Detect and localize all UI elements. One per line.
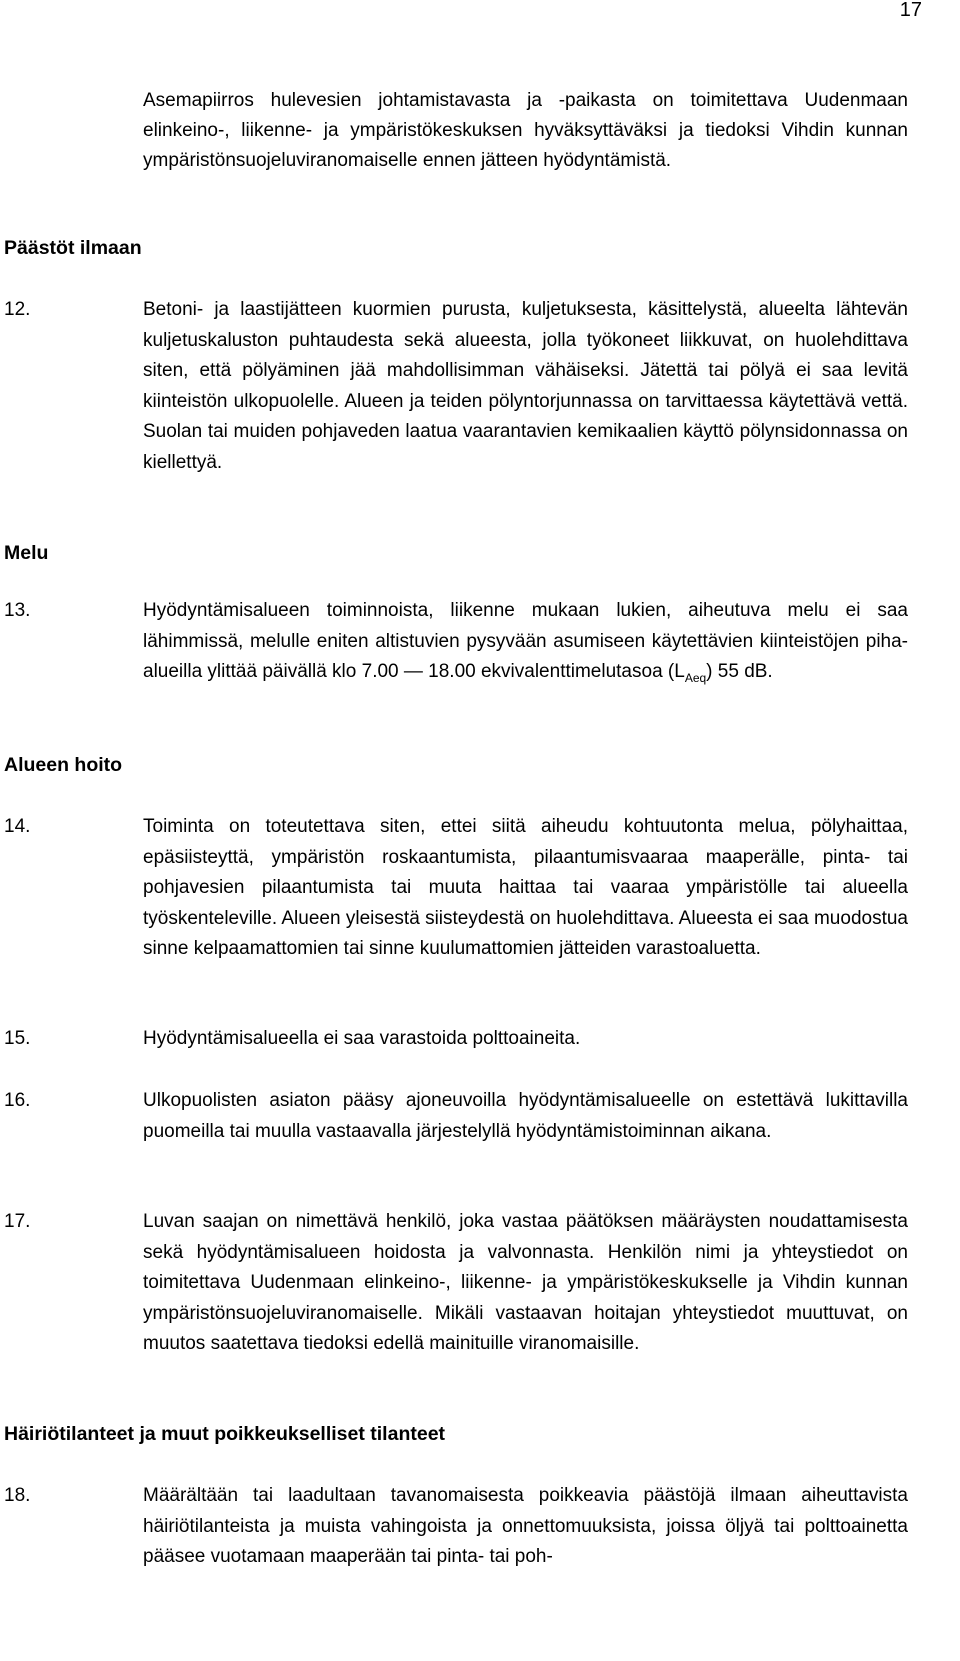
item-text: Määrältään tai laadultaan tavanomaisesta poikkeavia päästöjä ilmaan aiheuttavista häiriötilanteista ja muista vahingoista ja onnettomuuksista, joissa öljyä tai polttoainetta pääsee vuotamaan maaperään tai pinta- tai poh- [143, 1485, 908, 1567]
list-item-17 [4, 1207, 908, 1360]
heading-emissions: Päästöt ilmaan [4, 237, 142, 259]
list-item-12 [4, 295, 908, 478]
list-item-16 [4, 1086, 908, 1147]
item-text: Luvan saajan on nimettävä henkilö, joka vastaa päätöksen määräysten noudattamisesta sekä hyödyntämisalueen hoidosta ja valvonnasta. Henkilön nimi ja yhteystiedot on toimitettava Uudenmaan elinkeino-, liikenne- ja ympäristökeskukselle ja Vihdin kunnan ympäristönsuojeluviranomaiselle. Mikäli vastaavan hoitajan yhteystiedot muuttuvat, on muutos saatettava tiedoksi edellä mainituille viranomaisille. [143, 1211, 908, 1354]
list-item-14 [4, 812, 908, 965]
item-number: 13. [4, 600, 31, 621]
item-number: 12. [4, 299, 31, 320]
intro-paragraph: Asemapiirros hulevesien johtamistavasta ja -paikasta on toimitettava Uudenmaan elinkeino-, liikenne- ja ympäristökeskuksen hyväksyttäväksi ja tiedoksi Vihdin kunnan ympäristönsuojeluviranomaiselle ennen jätteen hyödyntämistä. [143, 90, 908, 171]
heading-maintenance: Alueen hoito [4, 754, 123, 776]
item-text: Ulkopuolisten asiaton pääsy ajoneuvoilla hyödyntämisalueelle on estettävä lukittavilla puomeilla tai muulla vastaavalla järjestelyllä hyödyntämistoiminnan aikana. [143, 1090, 908, 1142]
item-number: 17. [4, 1211, 31, 1232]
item-number: 16. [4, 1090, 31, 1111]
list-item-13 [4, 596, 908, 688]
item-text [143, 596, 908, 688]
item-text: Betoni- ja laastijätteen kuormien purusta, kuljetuksesta, käsittelystä, alueelta lähtevän kuljetuskaluston puhtaudesta sekä alueesta, jolla työkoneet liikkuvat, on huolehdittava siten, että pölyäminen jää mahdollisimman vähäiseksi. Jätettä tai pölyä ei saa levitä kiinteistön ulkopuolelle. Alueen ja teiden pölyntorjunnassa on tarvittaessa käytettävä vettä. Suolan tai muiden pohjaveden laatua vaarantavien kemikaalien käyttö pölynsidonnassa on kiellettyä. [143, 299, 908, 473]
list-item-15 [4, 1024, 908, 1055]
item-number: 18. [4, 1485, 31, 1506]
item-number: 14. [4, 816, 31, 837]
item-text: Hyödyntämisalueella ei saa varastoida polttoaineita. [143, 1028, 581, 1049]
heading-noise: Melu [4, 542, 49, 564]
list-item-18 [4, 1481, 908, 1573]
item-text-end: ) 55 dB. [706, 661, 773, 682]
item-text-main: Hyödyntämisalueen toiminnoista, liikenne mukaan lukien, aiheutuva melu ei saa lähimmissä, melulle eniten altistuvien pysyvään asumiseen käytettävien kiinteistöjen piha-alueilla ylittää päivällä klo 7.00 — 18.00 ekvivalenttimelutasoa (L [143, 600, 908, 682]
heading-disturbances: Häiriötilanteet ja muut poikkeukselliset tilanteet [4, 1423, 446, 1445]
item-text: Toiminta on toteutettava siten, ettei siitä aiheudu kohtuutonta melua, pölyhaittaa, epäsiisteyttä, ympäristön roskaantumista, pilaantumisvaaraa maaperälle, pinta- tai pohjavesien pilaantumista tai muuta haittaa tai vaaraa ympäristölle tai alueella työskenteleville. Alueen yleisestä siisteydestä on huolehdittava. Alueesta ei saa muodostua sinne kelpaamattomien tai sinne kuulumattomien jätteiden varastoaluetta. [143, 816, 908, 959]
page-number: 17 [899, 0, 922, 21]
item-number: 15. [4, 1028, 31, 1049]
item-text-subscript: Aeq [684, 670, 707, 685]
